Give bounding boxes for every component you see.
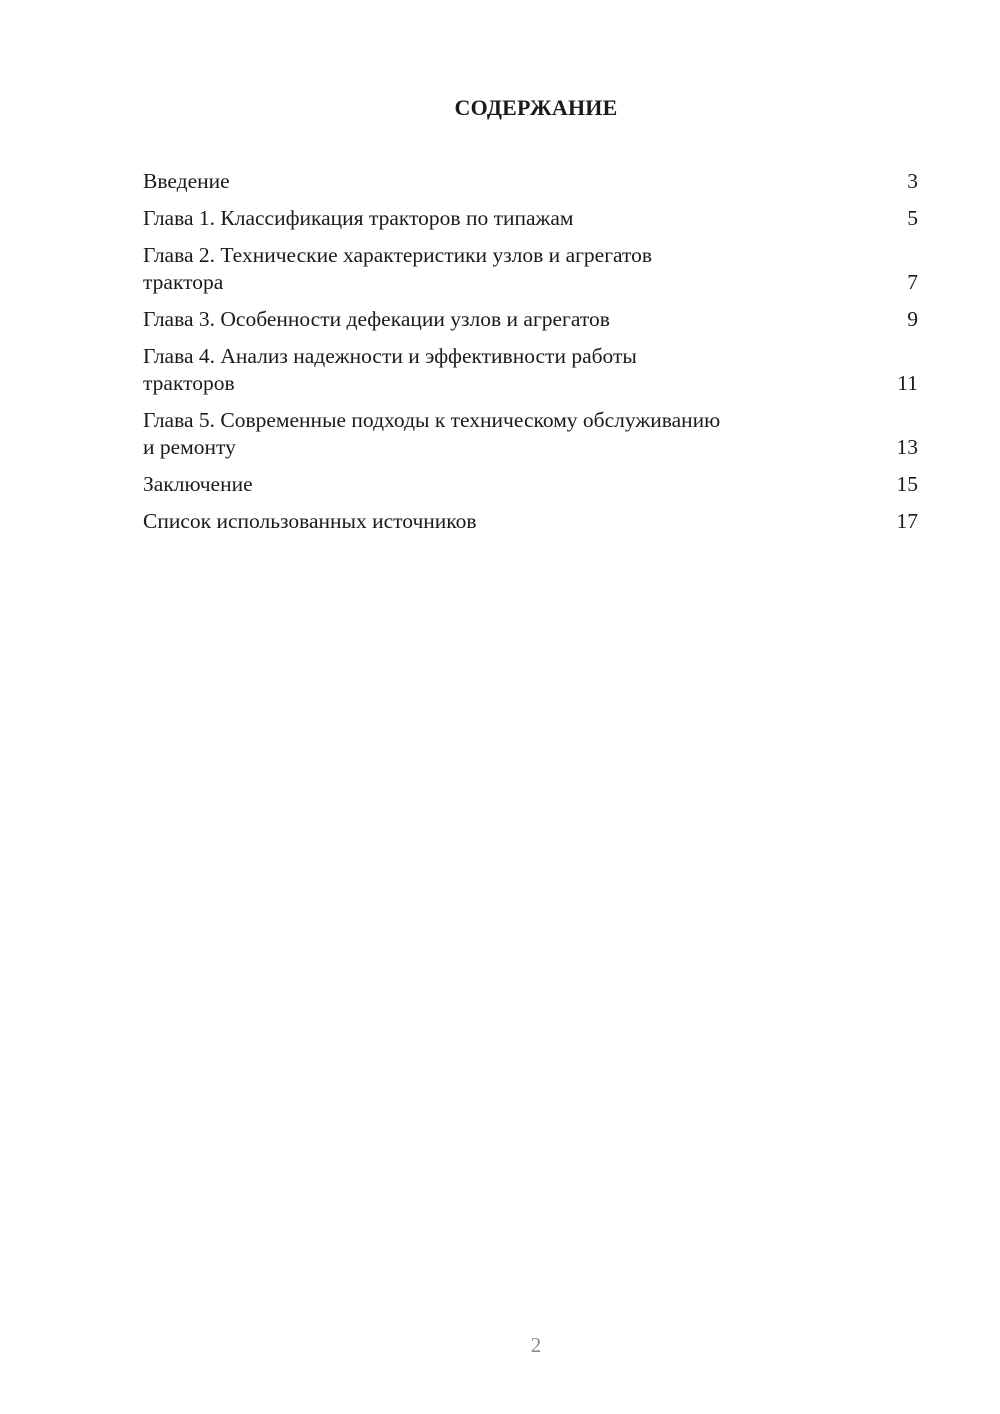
toc-entry-page-number: 5: [907, 206, 918, 230]
toc-entry-title: Глава 3. Особенности дефекации узлов и агрегатов: [143, 307, 610, 331]
page-title: СОДЕРЖАНИЕ: [454, 95, 618, 120]
toc-entry-title: Глава 5. Современные подходы к техническому обслуживанию и ремонту: [143, 408, 721, 459]
toc-entry-title: Введение: [143, 169, 230, 193]
toc-entry-page-number: 11: [897, 371, 918, 395]
toc-entry-references[interactable]: [143, 508, 918, 535]
toc-entry-chapter-3[interactable]: [143, 306, 918, 333]
toc-entry-page-number: 13: [896, 435, 918, 459]
toc-entry-chapter-2[interactable]: [143, 242, 918, 296]
toc-entry-page-number: 17: [896, 509, 918, 533]
table-of-contents: [143, 168, 918, 545]
toc-entry-title: Глава 4. Анализ надежности и эффективности работы тракторов: [143, 344, 637, 395]
toc-entry-page-number: 9: [907, 307, 918, 331]
toc-entry-title: Заключение: [143, 472, 253, 496]
toc-entry-title: Глава 1. Классификация тракторов по типажам: [143, 206, 574, 230]
toc-entry-chapter-4[interactable]: [143, 343, 918, 397]
toc-entry-page-number: 15: [896, 472, 918, 496]
toc-entry-introduction[interactable]: [143, 168, 918, 195]
toc-entry-chapter-5[interactable]: [143, 407, 918, 461]
toc-entry-page-number: 7: [907, 270, 918, 294]
toc-entry-conclusion[interactable]: [143, 471, 918, 498]
page-number: 2: [530, 1333, 542, 1357]
toc-entry-page-number: 3: [907, 169, 918, 193]
toc-entry-title: Список использованных источников: [143, 509, 477, 533]
toc-entry-chapter-1[interactable]: [143, 205, 918, 232]
toc-entry-title: Глава 2. Технические характеристики узлов и агрегатов трактора: [143, 243, 653, 294]
